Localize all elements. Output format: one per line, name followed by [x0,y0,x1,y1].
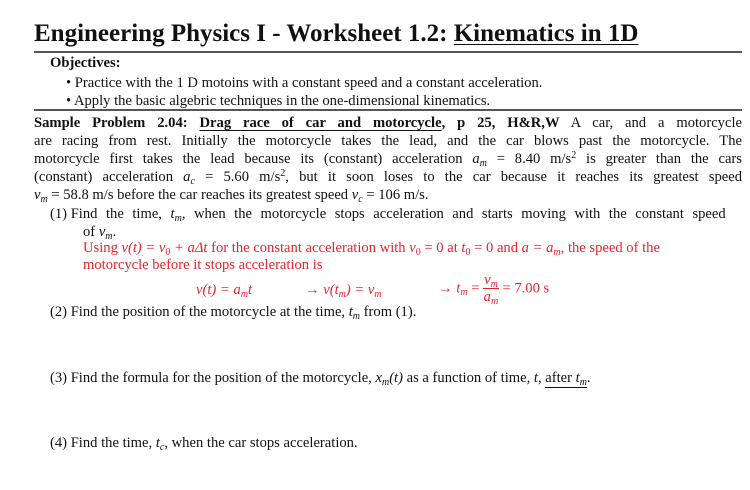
text: Find the time, [70,435,156,451]
math: (t) [389,370,403,386]
text: for the constant acceleration with [207,240,410,256]
emphasis-after [545,370,587,388]
math: t [170,206,175,222]
math: t [247,282,252,298]
bullet-icon: • [66,93,72,109]
problem-line [34,114,742,132]
math: 0 [165,247,171,258]
math: m [105,231,113,242]
text: Using [83,240,122,256]
text: = 0 and [470,240,522,256]
math: v [98,224,106,240]
math: m [460,286,468,298]
objective-item [66,92,490,110]
problem-ref: , p 25, H&R,W [441,115,560,131]
math: m [553,247,561,258]
arrow-icon: → [438,280,453,297]
math: a [483,289,491,305]
arrow-icon: → [305,282,320,298]
title-main: Engineering Physics I - Worksheet 1.2: [34,20,454,47]
math: = 8.40 m/s [486,151,572,167]
math: a [183,169,191,185]
math: t [348,304,353,320]
denominator [483,289,499,305]
question-4 [50,434,358,452]
math: v [351,187,359,203]
math: x [375,370,382,386]
question-number: (4) [50,435,68,451]
math: v [34,187,41,203]
question-2 [50,303,416,321]
objective-item [66,74,542,92]
math: a [472,151,480,167]
problem-text: , but it soon loses to the car because it reaches its greatest speed [285,169,742,185]
math: v(t) = a [196,282,241,298]
math: c [190,176,195,187]
math: t [533,370,538,386]
text: as a function of time, [402,370,534,386]
math: m [579,377,587,388]
math: c [159,442,165,453]
math: a = a [521,240,554,256]
text: , when the motorcycle stops acceleration and starts moving with the constant speed [181,206,726,222]
title-divider [34,51,742,53]
problem-text: = 106 m/s. [362,187,429,203]
text: , the speed of the [560,240,660,256]
text: from (1). [360,304,417,320]
math: m [479,158,487,169]
question-text [71,205,726,223]
math: t [456,280,461,297]
objective-text: Apply the basic algebric techniques in the one-dimensional kinematics. [73,93,491,109]
math: v [484,272,491,288]
text: Find the position of the motorcycle at the time, [70,304,349,320]
problem-text: = 58.8 m/s before the car reaches its greatest speed [47,187,352,203]
text: . [112,224,117,240]
problem-label: Sample Problem 2.04: [34,115,188,131]
problem-text: motorcycle first takes the lead because its (constant) acceleration [34,151,463,167]
objectives-divider [34,109,742,111]
problem-name: Drag race of car and motorcycle [199,115,442,131]
math: m [381,377,390,388]
text: Find the formula for the position of the motorcycle, [70,370,376,386]
math: v(t [323,282,339,298]
text: = 0 at [420,240,462,256]
math: m [240,289,248,300]
objective-text: Practice with the 1 D motoins with a constant speed and a constant acceleration. [74,75,543,91]
result: = 7.00 s [498,280,550,297]
math: = [467,280,484,297]
equation-1 [196,281,252,299]
question-line [50,205,726,223]
equation-2 [305,281,382,299]
math: 0 [415,247,421,258]
math: m [40,194,48,205]
math: m [490,279,498,290]
numerator [483,272,499,289]
problem-line [34,168,742,186]
fraction [483,272,499,305]
worksheet-title [34,20,638,48]
question-number: (1) [50,206,68,222]
math: 2 [571,150,577,161]
title-topic: Kinematics in 1D [453,20,639,47]
problem-line [34,150,742,168]
math: = 5.60 m/s [194,169,281,185]
math: 0 [465,247,471,258]
math: ) = v [345,282,375,298]
math: m [174,213,182,224]
problem-text: A car, and a motorcycle [570,115,742,131]
math: v(t) = v [121,240,166,256]
answer-line [83,239,660,257]
problem-line: are racing from rest. Initially the motorcycle takes the lead, and the car blows past the motorcycle. The [34,133,742,149]
math: m [338,289,346,300]
problem-text: (constant) acceleration [34,169,173,185]
text: , when the car stops acceleration. [164,435,358,451]
math: 2 [280,168,286,179]
math: t [155,435,160,451]
text: . [586,370,591,386]
bullet-icon: • [66,75,72,91]
text: , [537,370,546,386]
answer-line: motorcycle before it stops acceleration is [83,257,323,273]
question-3 [50,369,591,387]
math: m [352,311,361,322]
text: of [83,224,99,240]
math: t [461,240,466,256]
math: m [490,296,499,307]
question-number: (2) [50,304,68,320]
problem-line [34,186,429,204]
equation-3 [438,272,549,305]
text: after [545,370,576,386]
objectives-heading: Objectives: [50,55,121,71]
math: t [575,370,580,386]
math: v [409,240,416,256]
math: m [374,289,382,300]
problem-text: is greater than the cars [576,151,742,167]
math: c [358,194,363,205]
question-number: (3) [50,370,68,386]
text: Find the time, [70,206,171,222]
math: + aΔt [170,240,208,256]
